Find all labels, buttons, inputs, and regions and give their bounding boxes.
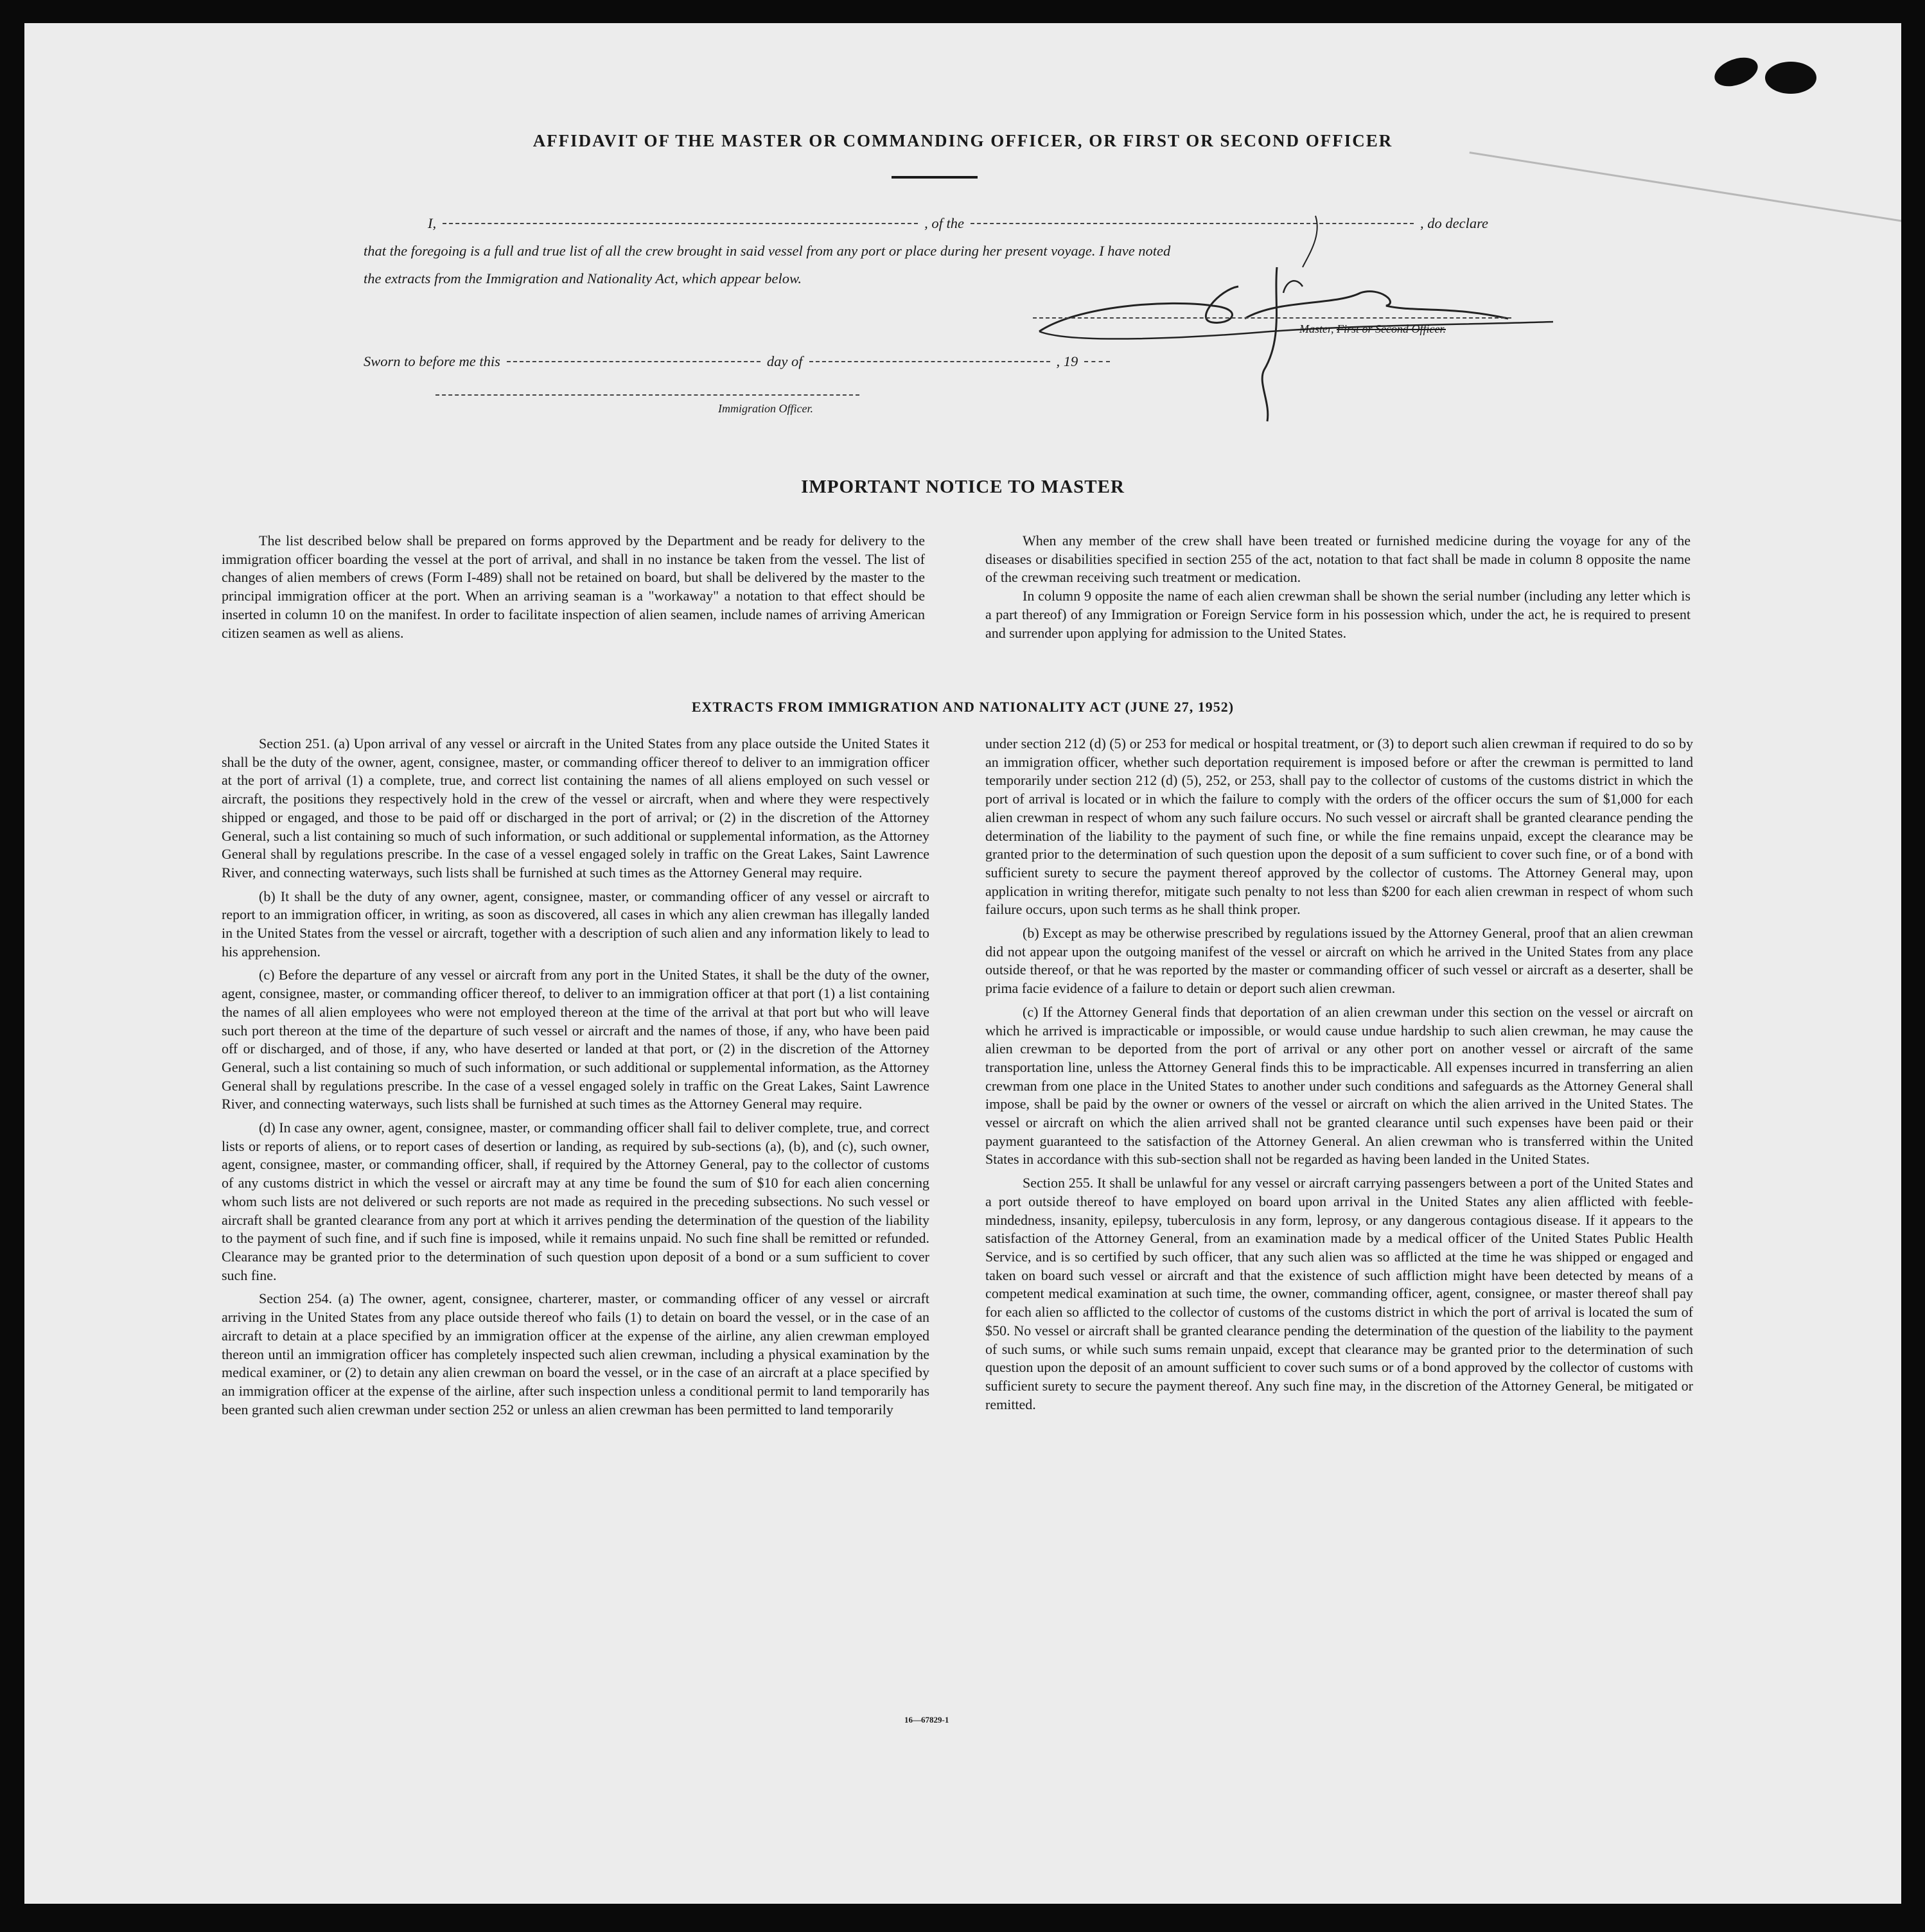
immigration-officer-label: Immigration Officer. bbox=[718, 402, 813, 415]
master-label: Master, bbox=[1299, 322, 1334, 335]
notice-paragraph: In column 9 opposite the name of each alien crewman shall be shown the serial number (including any letter which is a part thereof) of any Immigration or Foreign Service form in his possession which, under the act, he is required to present and surrender upon applying for admission to the United States. bbox=[985, 588, 1691, 641]
declare-suffix: , do declare bbox=[1420, 215, 1489, 231]
vessel-prefix: , of the bbox=[924, 215, 964, 231]
signature-label bbox=[1299, 322, 1446, 336]
affidavit-title: AFFIDAVIT OF THE MASTER OR COMMANDING OFFICER, OR FIRST OR SECOND OFFICER bbox=[532, 131, 1393, 150]
section-254b: (b) Except as may be otherwise prescribed by regulations issued by the Attorney General, proof that an alien crewman did not appear upon the outgoing manifest of the vessel or aircraft on which he arrived in the United States from any place outside thereof, or that he was reported by the master or commanding officer of such vessel or aircraft as a deserter, shall be prima facie evidence of a failure to detain or deport such alien crewman. bbox=[985, 925, 1693, 997]
notice-right-column bbox=[985, 532, 1691, 642]
section-254c: (c) If the Attorney General finds that deportation of an alien crewman under this section on the vessel or aircraft on which he arrived is impracticable or impossible, or would cause undue hardship to such alien crewman, he may cause the alien crewman to be deported from the port of arrival or any other port on another vessel or aircraft of the same transportation line, unless the Attorney General finds this to be impracticable. All expenses incurred in transferring an alien crewman from one place in the United States to another under such conditions and safeguards as the Attorney General shall impose, shall be paid by the owner or owners of the vessel or aircraft on which the alien arrived in the United States. The vessel or aircraft on which the alien arrived shall not be granted clearance until such expenses have been paid or their payment guaranteed to the satisfaction of the Attorney General. An alien crewman who is transferred within the United States in accordance with this sub-section shall not be regarded as having been landed in the United States. bbox=[985, 1003, 1693, 1168]
sworn-year-label: , 19 bbox=[1056, 353, 1078, 369]
sworn-prefix: Sworn to before me this bbox=[364, 353, 500, 369]
section-251d: (d) In case any owner, agent, consignee, master, or commanding officer shall fail to deliver complete, true, and correct lists or reports of aliens, or to report cases of desertion or landing, as required by sub-sections (a), (b), and (c), such owner, agent, consignee, master, or commanding officer, shall, if required by the Attorney General, pay to the collector of customs of any customs district in which the vessel or aircraft may at any time be found the sum of $10 for each alien concerning whom such lists are not delivered or such reports are not made as required in the preceding subsections. No such vessel or aircraft shall be granted clearance from any port at which it arrives pending the determination of the question of the liability to the payment of such fine, and if such fine is imposed, while it remains unpaid. No such fine shall be remitted or refunded. Clearance may be granted prior to the determination of such question upon deposit of a bond or a sum sufficient to cover such fine. bbox=[222, 1120, 929, 1283]
ink-blot bbox=[1765, 62, 1816, 94]
notice-title: IMPORTANT NOTICE TO MASTER bbox=[801, 477, 1125, 497]
declaration-line-3: the extracts from the Immigration and Nationality Act, which appear below. bbox=[364, 270, 802, 286]
handwritten-signature bbox=[1001, 209, 1579, 428]
declaration-line-2: that the foregoing is a full and true list of all the crew brought in said vessel from any port or place during her present voyage. I have noted bbox=[364, 243, 1171, 259]
section-254a: Section 254. (a) The owner, agent, consignee, charterer, master, or commanding officer of any vessel or aircraft arriving in the United States from any place outside thereof who fails (1) to detain on board the vessel, or in the case of an aircraft to detain at a place specified by an immigration officer at the expense of the airline, any alien crewman employed thereon until an immigration officer has completely inspected such alien crewman, including a physical examination by the medical examiner, or (2) to detain any alien crewman on board the vessel, or in the case of an aircraft at a place specified by an immigration officer at the expense of the airline, after such inspection unless a conditional permit to land temporarily has been granted such alien crewman under section 252 or unless an alien crewman has been permitted to land temporarily bbox=[222, 1290, 929, 1418]
ink-blot bbox=[1710, 52, 1761, 92]
section-254a-continued: under section 212 (d) (5) or 253 for medical or hospital treatment, or (3) to deport such alien crewman if required to do so by an immigration officer, whether such deportation requirement is imposed before or after the crewman is permitted to land temporarily under section 212 (d) (5), 252, or 253, shall pay to the collector of customs of the customs district in which the port of arrival is located or in which the failure to comply with the orders of the officer occurs the sum of $1,000 for each alien crewman in respect of whom any such failure occurs. No such vessel or aircraft shall be granted clearance pending the determination of the liability to the payment of such fine, or while the fine remains unpaid, except the clearance may be granted prior to the determination of such question upon the deposit of a sum sufficient to cover such fine, or of a bond with sufficient surety to secure the payment thereof approved by the collector of customs. The Attorney General may, upon application in writing therefor, mitigate such penalty to not less than $200 for each alien crewman in respect of whom such failure occurs, upon such terms as he shall think proper. bbox=[985, 735, 1693, 918]
extracts-title: EXTRACTS FROM IMMIGRATION AND NATIONALITY ACT (JUNE 27, 1952) bbox=[691, 699, 1235, 715]
form-number: 16—67829-1 bbox=[904, 1715, 949, 1725]
sworn-day-label: day of bbox=[766, 353, 803, 369]
declarant-prefix: I, bbox=[428, 215, 437, 231]
notice-left-column bbox=[222, 532, 925, 647]
signature-line bbox=[1033, 317, 1511, 319]
extracts-left-column bbox=[222, 735, 929, 1424]
title-rule bbox=[892, 176, 978, 179]
section-251c: (c) Before the departure of any vessel or aircraft from any port in the United States, it shall be the duty of the owner, agent, consignee, master, or commanding officer thereof, to deliver to an immigration officer at that port (1) a list containing the names of all alien employees who were not employed thereon at the time of the arrival at that port but who will leave such port thereon at the time of the departure of such vessel or aircraft and the names of those, if any, who have been paid off or discharged, and of those, if any, who have deserted or landed at that port, or (2) in the discretion of the Attorney General, such a list containing so much of such information, or such additional or supplemental information, as the Attorney General shall by regulations prescribe. In the case of a vessel engaged solely in traffic on the Great Lakes, Saint Lawrence River, and connecting waterways, such lists shall be furnished at such times as the Attorney General may require. bbox=[222, 967, 929, 1112]
immigration-officer-signature-line bbox=[435, 394, 859, 396]
section-255: Section 255. It shall be unlawful for any vessel or aircraft carrying passengers between a port of the United States and a port outside thereof to have employed on board upon arrival in the United States any alien afflicted with feeble-mindedness, insanity, epilepsy, tuberculosis in any form, leprosy, or any dangerous contagious disease. If it appears to the satisfaction of the Attorney General, from an examination made by a medical officer of the United States Public Health Service, and is so certified by such officer, that any such alien was so afflicted at the time he was shipped or engaged and taken on board such vessel or aircraft and that the existence of such affliction might have been detected by means of a competent medical examination at such time, the owner, commanding officer, agent, consignee, or master thereof shall pay for each alien so afflicted to the collector of customs of the customs district in which the port of arrival is located the sum of $50. No vessel or aircraft shall be granted clearance pending the determination of the question of the liability to the payment of such sums, or while such sums remain unpaid, except that clearance may be granted prior to the determination of such question upon the deposit of an amount sufficient to cover such sums or of a bond approved by the collector of customs with sufficient surety to secure the payment thereof. Any such fine may, in the discretion of the Attorney General, be mitigated or remitted. bbox=[985, 1175, 1693, 1412]
document-sheet bbox=[24, 23, 1901, 1904]
notice-paragraph: The list described below shall be prepared on forms approved by the Department and be ready for delivery to the immigration officer boarding the vessel at the port of arrival, and shall in no instance be taken from the vessel. The list of changes of alien members of crews (Form I-489) shall not be retained on board, but shall be delivered by the master to the principal immigration officer at the port. When an arriving seaman is a "workaway" a notation to that effect should be inserted in column 10 on the manifest. In order to facilitate inspection of alien seamen, include names of arriving American citizen seamen as well as aliens. bbox=[222, 532, 925, 641]
extracts-right-column bbox=[985, 735, 1693, 1419]
sworn-day-field bbox=[507, 361, 760, 362]
notice-paragraph: When any member of the crew shall have been treated or furnished medicine during the voyage for any of the diseases or disabilities specified in section 255 of the act, notation to that fact shall be made in column 8 opposite the name of the crewman receiving such treatment or medication. bbox=[985, 532, 1691, 586]
declarant-name-field bbox=[443, 223, 918, 224]
struck-officer-label: First or Second Officer. bbox=[1337, 322, 1446, 335]
section-251a: Section 251. (a) Upon arrival of any vessel or aircraft in the United States from any place outside the United States it shall be the duty of the owner, agent, consignee, master, or commanding officer thereof to deliver to an immigration officer at the port of arrival (1) a complete, true, and correct list containing the names of all aliens employed on such vessel or aircraft, the positions they respectively hold in the crew of the vessel or aircraft, when and where they were respectively shipped or engaged, and those to be paid off or discharged in the port of arrival; or (2) in the discretion of the Attorney General, such a list containing so much of such information, or such additional or supplemental information, as the Attorney General shall by regulations prescribe. In the case of a vessel engaged solely in traffic on the Great Lakes, Saint Lawrence River, and connecting waterways, such lists shall be furnished at such times as the Attorney General may require. bbox=[222, 735, 929, 881]
section-251b: (b) It shall be the duty of any owner, agent, consignee, master, or commanding officer of any vessel or aircraft to report to an immigration officer, in writing, as soon as discovered, all cases in which any alien crewman has illegally landed in the United States from the vessel or aircraft, together with a description of such alien and any information likely to lead to his apprehension. bbox=[222, 888, 929, 960]
